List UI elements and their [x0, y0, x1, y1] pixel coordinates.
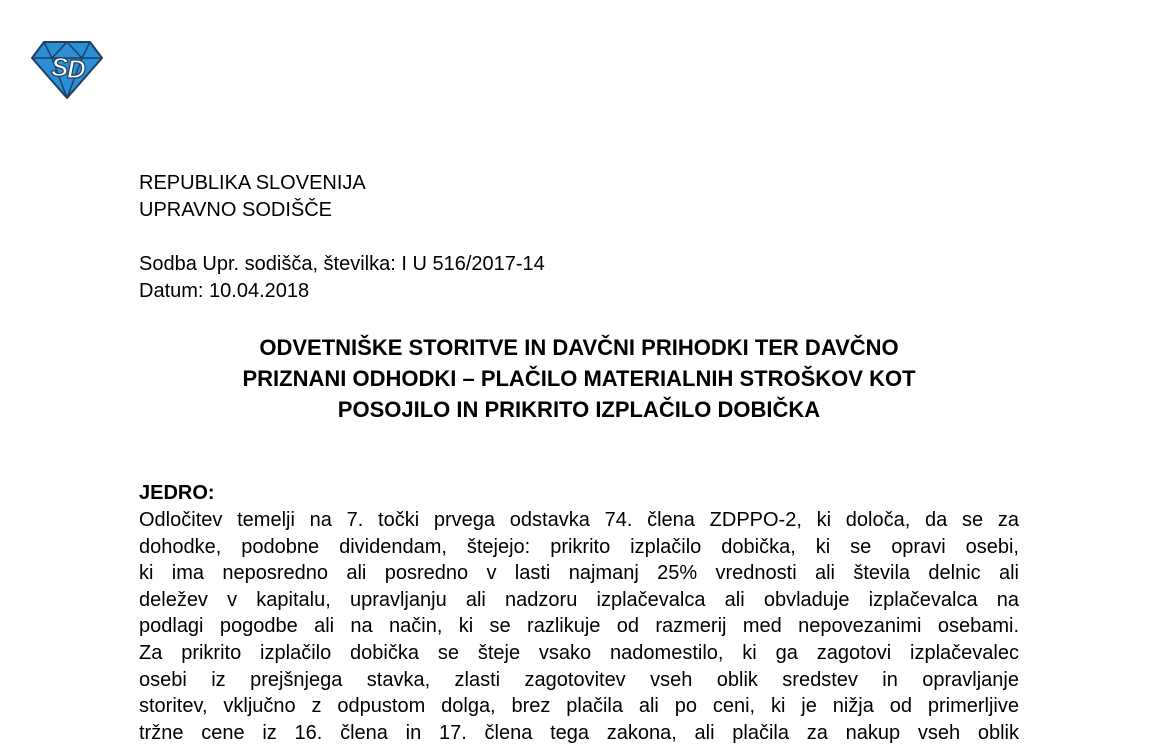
svg-text:D: D [67, 54, 86, 84]
judgment-number: Sodba Upr. sodišča, številka: I U 516/2017-14 [139, 253, 545, 275]
court-header [139, 170, 366, 224]
title-line-3: POSOJILO IN PRIKRITO IZPLAČILO DOBIČKA [337, 397, 821, 422]
title-line-2: PRIZNANI ODHODKI – PLAČILO MATERIALNIH STROŠKOV KOT [242, 366, 916, 391]
body-line: deležev v kapitalu, upravljanju ali nadzoru izplačevalca ali obvladuje izplačevalca na [139, 588, 1019, 611]
judgment-meta [139, 251, 545, 305]
country-name: REPUBLIKA SLOVENIJA [139, 172, 366, 194]
document-title [139, 332, 1019, 425]
court-name: UPRAVNO SODIŠČE [139, 199, 332, 221]
body-line: podlagi pogodbe ali na način, ki se razlikuje od razmerij med nepovezanimi osebami. [139, 615, 1019, 638]
judgment-date: Datum: 10.04.2018 [139, 280, 310, 302]
body-line: dohodke, podobne dividendam, štejejo: prikrito izplačilo dobička, ki se opravi osebi, [139, 535, 1019, 558]
body-line: tržne cene iz 16. člena in 17. člena tega zakona, ali plačila za nakup vseh oblik [139, 721, 1019, 744]
body-line: osebi iz prejšnjega stavka, zlasti zagotovitev vseh oblik sredstev in opravljanje [139, 668, 1019, 691]
body-line: ki ima neposredno ali posredno v lasti najmanj 25% vrednosti ali števila delnic ali [139, 562, 1019, 585]
body-line: Odločitev temelji na 7. točki prvega odstavka 74. člena ZDPPO-2, ki določa, da se za [139, 509, 1019, 531]
section-heading: JEDRO: [139, 482, 215, 504]
svg-text:S: S [51, 52, 69, 82]
body-line: storitev, vključno z odpustom dolga, brez plačila ali po ceni, ki je nižja od primerljive [139, 695, 1019, 718]
title-line-1: ODVETNIŠKE STORITVE IN DAVČNI PRIHODKI TER DAVČNO [259, 335, 899, 360]
diamond-logo-icon [30, 38, 104, 100]
section-body [139, 507, 1019, 746]
body-line: Za prikrito izplačilo dobička se šteje vsako nadomestilo, ki ga zagotovi izplačevalec [139, 641, 1019, 664]
